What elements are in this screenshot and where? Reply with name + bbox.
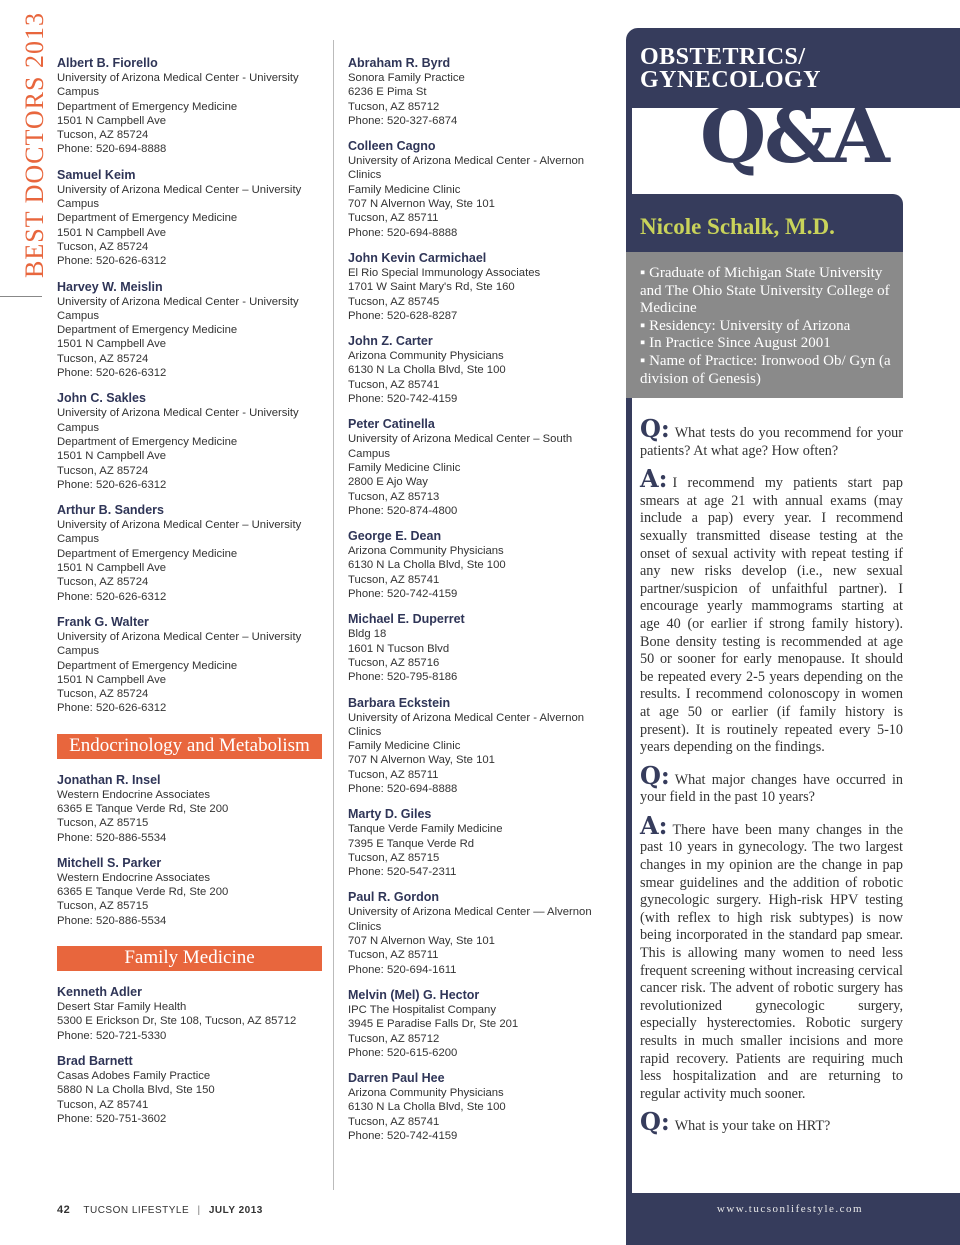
question-mark: Q: [640, 1107, 670, 1137]
address-line: Family Medicine Clinic [348, 740, 461, 753]
footer-separator: | [197, 1205, 201, 1216]
address-line: Arizona Community Physicians [348, 545, 504, 558]
doctor-entry [348, 890, 613, 976]
credential-item: ▪ Residency: University of Arizona [640, 317, 851, 334]
address-line: Tucson, AZ 85712 [348, 1032, 440, 1045]
address-line: Phone: 520-886-5534 [57, 831, 167, 844]
address-line: Phone: 520-327-6874 [348, 114, 458, 127]
address-line: University of Arizona Medical Center - University [57, 295, 299, 308]
doctor-name: Frank G. Walter [57, 614, 149, 629]
address-line: Phone: 520-615-6200 [348, 1046, 458, 1059]
address-line: 1601 N Tucson Blvd [348, 642, 450, 655]
doctor-name: Nicole Schalk, M.D. [640, 214, 835, 239]
family-medicine-list-continued [348, 56, 613, 1143]
section-side-title: BEST DOCTORS 2013 [20, 12, 49, 278]
doctor-name: Harvey W. Meislin [57, 279, 163, 294]
address-line: Phone: 520-694-8888 [348, 226, 458, 239]
address-line: Clinics [348, 920, 382, 933]
address-line: 707 N Alvernon Way, Ste 101 [348, 754, 495, 767]
doctor-entry [57, 615, 322, 716]
doctor-entry [348, 529, 613, 601]
address-line: Tucson, AZ 85711 [348, 949, 439, 962]
address-line: 6365 E Tanque Verde Rd, Ste 200 [57, 886, 229, 899]
page-number: 42 [57, 1204, 71, 1216]
qa-body [640, 414, 903, 1146]
address-line: Phone: 520-694-1611 [348, 963, 457, 976]
address-line: Casas Adobes Family Practice [57, 1069, 211, 1082]
address-line: Family Medicine Clinic [348, 461, 461, 474]
address-line: 1501 N Campbell Ave [57, 226, 167, 239]
qa-text: What is your take on HRT? [674, 1118, 831, 1135]
address-line: 707 N Alvernon Way, Ste 101 [348, 198, 495, 211]
address-line: Campus [57, 533, 100, 546]
address-line: 5300 E Erickson Dr, Ste 108, Tucson, AZ 85712 [57, 1015, 297, 1028]
address-line: Department of Emergency Medicine [57, 547, 238, 560]
address-line: Tucson, AZ 85715 [348, 851, 440, 864]
doctor-name: Colleen Cagno [348, 139, 436, 154]
address-line: Tucson, AZ 85745 [348, 295, 440, 308]
address-line: 6130 N La Cholla Blvd, Ste 100 [348, 364, 506, 377]
qa-question [640, 414, 903, 460]
address-line: 2800 E Ajo Way [348, 476, 428, 489]
doctor-entry [57, 503, 322, 604]
address-line: Tucson, AZ 85715 [57, 900, 149, 913]
address-line: Phone: 520-751-3602 [57, 1112, 167, 1125]
qa-text: I recommend my patients start pap smears at age 21 with annual exams (may include a pap) every year. I recommend sexually transmitted disease testing at the onset of sexual activity with repeat testing if any new risks develop (i.e., new sexual partner/suspicion of unfaithful partner). I encourage yearly mammograms starting at age 40 (or earlier if strong family history). Bone density testing is recommended at age 50 or sooner for early menopause. It should be repeated every 2-5 years depending on the results. I recommend colonoscopy in women at age 50 or earlier (if family history is present). It is routinely repeated every 5-10 years depending on the findings. [640, 475, 903, 756]
doctor-name: Jonathan R. Insel [57, 772, 161, 787]
address-line: Arizona Community Physicians [348, 350, 504, 363]
address-line: Phone: 520-626-6312 [57, 702, 167, 715]
doctor-name: Kenneth Adler [57, 985, 142, 1000]
address-line: Tucson, AZ 85712 [348, 100, 440, 113]
address-line: Tucson, AZ 85724 [57, 688, 149, 701]
address-line: Western Endocrine Associates [57, 788, 211, 801]
doctor-name: Samuel Keim [57, 167, 136, 182]
address-line: Phone: 520-874-4800 [348, 504, 458, 517]
address-line: 5880 N La Cholla Blvd, Ste 150 [57, 1084, 215, 1097]
address-line: 6130 N La Cholla Blvd, Ste 100 [348, 559, 506, 572]
address-line: Tucson, AZ 85711 [348, 212, 439, 225]
doctor-entry [348, 417, 613, 518]
doctor-name: Paul R. Gordon [348, 890, 439, 905]
address-line: Clinics [348, 169, 382, 182]
address-line: 3945 E Paradise Falls Dr, Ste 201 [348, 1018, 519, 1031]
address-line: Bldg 18 [348, 628, 387, 641]
address-line: Tanque Verde Family Medicine [348, 823, 503, 836]
address-line: Tucson, AZ 85741 [348, 573, 440, 586]
page-footer [57, 1204, 263, 1216]
question-mark: Q: [640, 760, 670, 790]
address-line: 1501 N Campbell Ave [57, 562, 167, 575]
address-line: University of Arizona Medical Center - University [57, 72, 299, 84]
address-line: Phone: 520-626-6312 [57, 590, 167, 603]
address-line: 6130 N La Cholla Blvd, Ste 100 [348, 1101, 506, 1114]
address-line: Department of Emergency Medicine [57, 659, 238, 672]
address-line: Tucson, AZ 85724 [57, 129, 149, 142]
doctor-entry [348, 139, 613, 240]
qa-text: What tests do you recommend for your patients? At what age? How often? [640, 425, 903, 459]
address-line: University of Arizona Medical Center – University [57, 630, 302, 643]
address-line: University of Arizona Medical Center - Alvernon [348, 155, 585, 168]
doctor-entry [348, 334, 613, 406]
address-line: Family Medicine Clinic [348, 183, 461, 196]
address-line: Tucson, AZ 85711 [348, 768, 439, 781]
issue-date: JULY 2013 [208, 1205, 263, 1216]
address-line: 1501 N Campbell Ave [57, 114, 167, 127]
qa-question [640, 760, 903, 807]
address-line: IPC The Hospitalist Company [348, 1003, 496, 1016]
address-line: 1701 W Saint Mary's Rd, Ste 160 [348, 281, 515, 294]
address-line: Phone: 520-742-4159 [348, 393, 458, 406]
doctor-entry [57, 1054, 322, 1126]
address-line: Phone: 520-721-5330 [57, 1029, 167, 1042]
doctor-entry [57, 856, 322, 928]
address-line: Campus [57, 309, 100, 322]
address-line: Tucson, AZ 85741 [348, 378, 440, 391]
doctor-name: Michael E. Duperret [348, 612, 465, 627]
qa-text: There have been many changes in the past 10 years in gynecology. The two largest changes in my opinion are the change in pap smear guidelines and the addition of robotic gynecologic surgery. High-risk HPV testing (with reflex to high risk subtypes) is now being incorporated in the standard pap smear. This is allowing many women to need less frequent screening without increasing cervical cancer risk. The advent of robotic surgery has revolutionized gynecologic surgery, especially hysterectomies. Robotic surgery results in much smaller incisions and more rapid recovery. Patients are requiring much less hospitalization and are returning to regular activity much sooner. [640, 821, 903, 1102]
address-line: 6365 E Tanque Verde Rd, Ste 200 [57, 802, 229, 815]
panel-section-title: OBSTETRICS/ GYNECOLOGY [640, 44, 822, 93]
doctor-name: Marty D. Giles [348, 807, 432, 822]
address-line: 1501 N Campbell Ave [57, 450, 167, 463]
address-line: University of Arizona Medical Center — Alvernon [348, 906, 592, 919]
address-line: Phone: 520-742-4159 [348, 588, 458, 601]
doctor-name: Arthur B. Sanders [57, 503, 164, 518]
doctor-entry [57, 168, 322, 269]
address-line: Clinics [348, 725, 382, 738]
doctor-entry [57, 773, 322, 845]
doctor-entry [348, 251, 613, 323]
address-line: Department of Emergency Medicine [57, 435, 238, 448]
address-line: Campus [348, 447, 391, 460]
address-line: Phone: 520-628-8287 [348, 309, 458, 322]
address-line: El Rio Special Immunology Associates [348, 266, 541, 279]
magazine-name: TUCSON LIFESTYLE [83, 1205, 190, 1216]
doctor-entry [348, 1071, 613, 1143]
qa-heading: Q&A [700, 91, 888, 180]
address-line: Phone: 520-694-8888 [348, 782, 458, 795]
address-line: Department of Emergency Medicine [57, 100, 238, 113]
doctor-entry [348, 696, 613, 797]
address-line: Tucson, AZ 85716 [348, 656, 440, 669]
address-line: Tucson, AZ 85724 [57, 576, 149, 589]
address-line: Phone: 520-626-6312 [57, 478, 167, 491]
doctor-entry [57, 391, 322, 492]
address-line: Tucson, AZ 85724 [57, 240, 149, 253]
address-line: Tucson, AZ 85724 [57, 464, 149, 477]
address-line: Campus [57, 198, 100, 211]
address-line: Tucson, AZ 85741 [348, 1115, 440, 1128]
doctor-name: Peter Catinella [348, 417, 435, 432]
address-line: Sonora Family Practice [348, 72, 465, 84]
address-line: University of Arizona Medical Center - University [57, 407, 299, 420]
doctor-name: John C. Sakles [57, 391, 146, 406]
address-line: 7395 E Tanque Verde Rd [348, 837, 475, 850]
panel-footer-bar [626, 1193, 960, 1245]
address-line: Phone: 520-795-8186 [348, 671, 458, 684]
doctor-name: Abraham R. Byrd [348, 56, 451, 70]
doctor-entry [348, 612, 613, 684]
directory-column-1 [57, 56, 322, 1137]
address-line: Tucson, AZ 85715 [57, 817, 149, 830]
address-line: Campus [57, 421, 100, 434]
doctor-name: Albert B. Fiorello [57, 56, 158, 70]
doctor-entry [57, 280, 322, 381]
qa-answer [640, 464, 903, 757]
doctor-entry [57, 985, 322, 1043]
address-line: University of Arizona Medical Center - Alvernon [348, 711, 585, 724]
doctor-entry [348, 988, 613, 1060]
qa-question [640, 1107, 903, 1137]
answer-mark: A: [640, 810, 668, 840]
doctor-name: John Z. Carter [348, 334, 433, 349]
directory-column-2 [348, 56, 613, 1154]
address-line: University of Arizona Medical Center – South [348, 433, 573, 446]
question-mark: Q: [640, 414, 670, 443]
family-medicine-list [57, 985, 322, 1126]
endocrinology-banner: Endocrinology and Metabolism [57, 734, 322, 759]
doctor-name: Mitchell S. Parker [57, 855, 162, 870]
address-line: Department of Emergency Medicine [57, 212, 238, 225]
side-divider [0, 296, 42, 297]
address-line: Tucson, AZ 85724 [57, 352, 149, 365]
address-line: Western Endocrine Associates [57, 871, 211, 884]
doctor-name: Barbara Eckstein [348, 695, 451, 710]
website-url: www.tucsonlifestyle.com [716, 1203, 864, 1215]
address-line: Desert Star Family Health [57, 1001, 187, 1014]
doctor-name: Melvin (Mel) G. Hector [348, 987, 480, 1002]
doctor-name: Darren Paul Hee [348, 1071, 445, 1086]
credential-item: ▪ Name of Practice: Ironwood Ob/ Gyn (a division of Genesis) [640, 352, 891, 387]
column-divider [333, 40, 334, 1190]
emergency-medicine-list [57, 56, 322, 716]
address-line: Department of Emergency Medicine [57, 324, 238, 337]
doctor-entry [348, 56, 613, 128]
doctor-name: John Kevin Carmichael [348, 250, 487, 265]
address-line: 707 N Alvernon Way, Ste 101 [348, 935, 495, 948]
address-line: Tucson, AZ 85713 [348, 490, 440, 503]
address-line: University of Arizona Medical Center – University [57, 183, 302, 196]
address-line: 1501 N Campbell Ave [57, 673, 167, 686]
address-line: Campus [57, 86, 100, 99]
address-line: Tucson, AZ 85741 [57, 1098, 149, 1111]
credential-item: ▪ Graduate of Michigan State University and The Ohio State University College of Medicine [640, 265, 890, 317]
doctor-entry [57, 56, 322, 157]
address-line: 6236 E Pima St [348, 86, 427, 99]
address-line: Phone: 520-742-4159 [348, 1130, 458, 1143]
credential-item: ▪ In Practice Since August 2001 [640, 335, 831, 352]
address-line: 1501 N Campbell Ave [57, 338, 167, 351]
address-line: Phone: 520-694-8888 [57, 143, 167, 156]
address-line: Phone: 520-626-6312 [57, 367, 167, 380]
address-line: Arizona Community Physicians [348, 1087, 504, 1100]
address-line: University of Arizona Medical Center – University [57, 519, 302, 532]
endocrinology-list [57, 773, 322, 928]
answer-mark: A: [640, 464, 668, 494]
address-line: Phone: 520-886-5534 [57, 914, 167, 927]
qa-answer [640, 810, 903, 1104]
address-line: Phone: 520-547-2311 [348, 866, 457, 879]
doctor-entry [348, 807, 613, 879]
family-medicine-banner: Family Medicine [57, 946, 322, 971]
address-line: Phone: 520-626-6312 [57, 255, 167, 268]
doctor-name: Brad Barnett [57, 1053, 133, 1068]
doctor-name: George E. Dean [348, 529, 442, 544]
qa-text: What major changes have occurred in your field in the past 10 years? [640, 771, 903, 806]
credentials-list [640, 265, 896, 388]
address-line: Campus [57, 645, 100, 658]
